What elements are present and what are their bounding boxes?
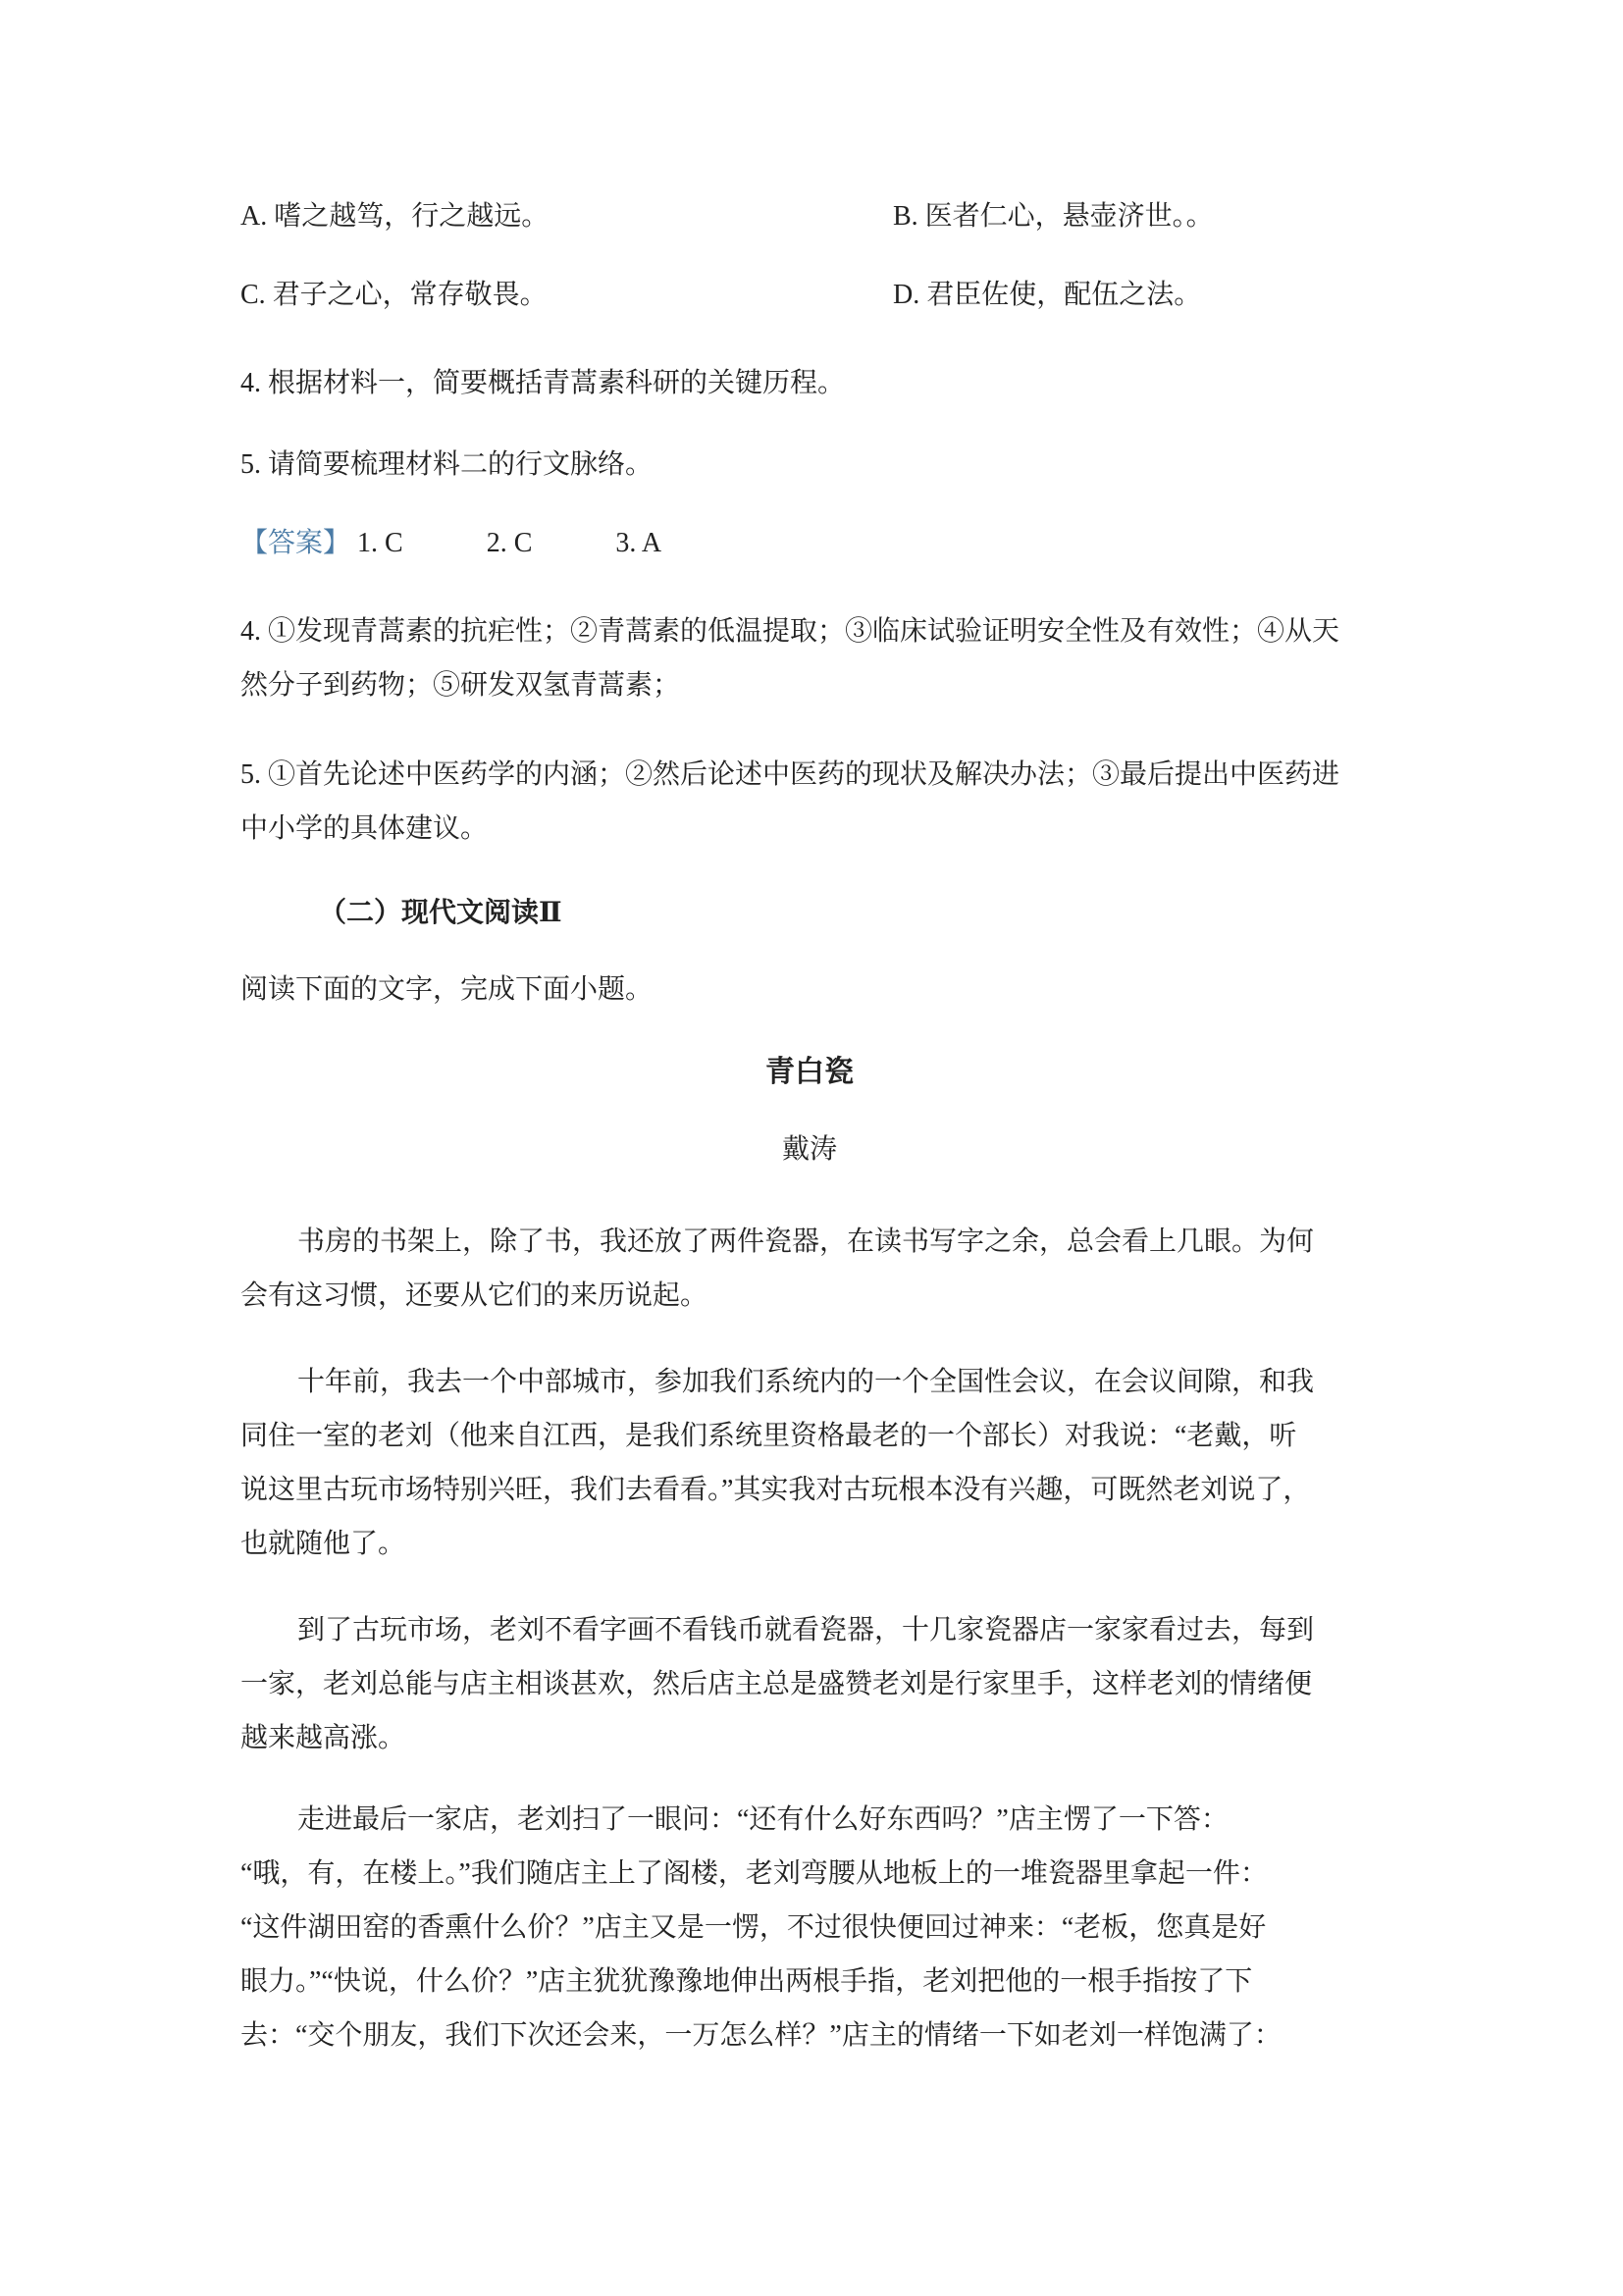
answer-label: 【答案】 (240, 528, 351, 558)
story-paragraph-3 (240, 1603, 1379, 1765)
answer-5 (240, 748, 1379, 856)
choice-b: B. 医者仁心，悬壶济世。。 (893, 201, 1214, 232)
paragraph-line: 走进最后一家店，老刘扫了一眼问：“还有什么好东西吗？”店主愣了一下答： (297, 1804, 1229, 1835)
story-title: 青白瓷 (765, 1056, 854, 1088)
reading-instruction: 阅读下面的文字，完成下面小题。 (240, 974, 654, 1005)
story-paragraph-1 (240, 1215, 1379, 1323)
choice-row-cd (240, 268, 1379, 322)
answer-4-line-1: 4. ①发现青蒿素的抗疟性；②青蒿素的低温提取；③临床试验证明安全性及有效性；④从天 (240, 616, 1340, 647)
answer-key-item-2: 2. C (486, 528, 533, 558)
paragraph-line: 越来越高涨。 (240, 1723, 406, 1753)
paragraph-line: 十年前，我去一个中部城市，参加我们系统内的一个全国性会议，在会议间隙，和我 (297, 1367, 1315, 1397)
choice-row-ab (240, 189, 1379, 243)
answer-key-item-1: 1. C (357, 528, 403, 558)
story-author: 戴涛 (781, 1134, 837, 1165)
answer-5-line-1: 5. ①首先论述中医药学的内涵；②然后论述中医药的现状及解决办法；③最后提出中医药进 (240, 759, 1340, 790)
paragraph-line: 说这里古玩市场特别兴旺，我们去看看。”其实我对古玩根本没有兴趣，可既然老刘说了， (240, 1475, 1311, 1505)
paragraph-line: 会有这习惯，还要从它们的来历说起。 (240, 1280, 708, 1311)
choice-c: C. 君子之心，常存敬畏。 (240, 280, 548, 310)
choice-a: A. 嗜之越笃，行之越远。 (240, 201, 550, 232)
paragraph-line: “哦，有，在楼上。”我们随店主上了阁楼，老刘弯腰从地板上的一堆瓷器里拿起一件： (240, 1858, 1268, 1889)
paragraph-line: 去：“交个朋友，我们下次还会来，一万怎么样？”店主的情绪一下如老刘一样饱满了： (240, 2020, 1282, 2051)
paragraph-line: 到了古玩市场，老刘不看字画不看钱币就看瓷器，十几家瓷器店一家家看过去，每到 (297, 1615, 1315, 1645)
answer-5-line-2: 中小学的具体建议。 (240, 813, 489, 844)
paragraph-line: 同住一室的老刘（他来自江西，是我们系统里资格最老的一个部长）对我说：“老戴，听 (240, 1421, 1297, 1451)
answer-key-row (240, 516, 1379, 570)
question-5: 5. 请简要梳理材料二的行文脉络。 (240, 449, 654, 480)
story-paragraph-2 (240, 1355, 1379, 1571)
answer-key-item-3: 3. A (615, 528, 662, 558)
question-4: 4. 根据材料一，简要概括青蒿素科研的关键历程。 (240, 368, 846, 398)
choice-d: D. 君臣佐使，配伍之法。 (893, 280, 1202, 310)
paragraph-line: 书房的书架上，除了书，我还放了两件瓷器，在读书写字之余，总会看上几眼。为何 (297, 1226, 1315, 1257)
answer-4 (240, 604, 1379, 712)
section-heading: （二）现代文阅读Ⅱ (319, 898, 562, 928)
story-paragraph-4 (240, 1793, 1379, 2062)
paragraph-line: 一家，老刘总能与店主相谈甚欢，然后店主总是盛赞老刘是行家里手，这样老刘的情绪便 (240, 1669, 1313, 1699)
paragraph-line: 也就随他了。 (240, 1529, 406, 1559)
paragraph-line: 眼力。”“快说，什么价？”店主犹犹豫豫地伸出两根手指，老刘把他的一根手指按了下 (240, 1966, 1253, 1997)
paragraph-line: “这件湖田窑的香熏什么价？”店主又是一愣，不过很快便回过神来：“老板，您真是好 (240, 1912, 1267, 1943)
answer-4-line-2: 然分子到药物；⑤研发双氢青蒿素； (240, 670, 681, 701)
